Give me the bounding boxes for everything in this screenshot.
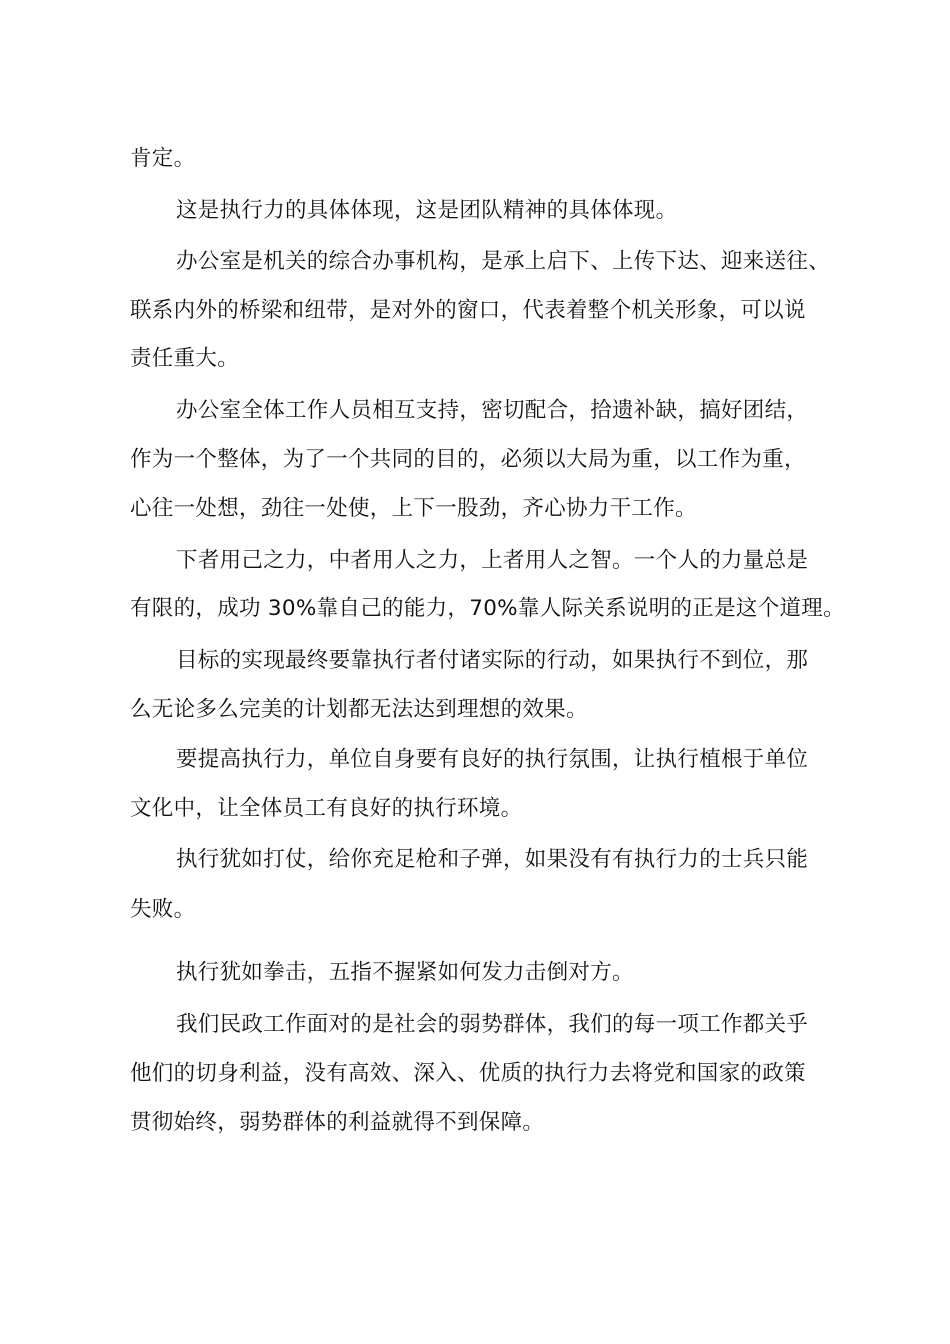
text-line: 贯彻始终，弱势群体的利益就得不到保障。 <box>130 1110 545 1135</box>
text-line: 下者用己之力，中者用人之力，上者用人之智。一个人的力量总是 <box>176 548 809 573</box>
text-line: 有限的，成功 30%靠自己的能力，70%靠人际关系说明的正是这个道理。 <box>130 596 845 621</box>
text-line: 要提高执行力，单位自身要有良好的执行氛围，让执行植根于单位 <box>176 747 809 772</box>
text-line: 文化中，让全体员工有良好的执行环境。 <box>130 796 523 821</box>
text-line: 么无论多么完美的计划都无法达到理想的效果。 <box>130 697 588 722</box>
text-line: 联系内外的桥梁和纽带，是对外的窗口，代表着整个机关形象，可以说 <box>130 298 806 323</box>
text-line: 责任重大。 <box>130 346 240 371</box>
text-line: 他们的切身利益，没有高效、深入、优质的执行力去将党和国家的政策 <box>130 1061 806 1086</box>
text-line: 肯定。 <box>130 146 196 171</box>
text-line: 作为一个整体，为了一个共同的目的，必须以大局为重，以工作为重， <box>130 447 806 472</box>
text-line: 目标的实现最终要靠执行者付诸实际的行动，如果执行不到位，那 <box>176 648 809 673</box>
text-line: 我们民政工作面对的是社会的弱势群体，我们的每一项工作都关乎 <box>176 1012 809 1037</box>
text-line: 心往一处想，劲往一处使，上下一股劲，齐心协力干工作。 <box>130 496 697 521</box>
text-line: 办公室全体工作人员相互支持，密切配合，拾遗补缺，搞好团结， <box>176 398 809 423</box>
text-line: 办公室是机关的综合办事机构，是承上启下、上传下达、迎来送往、 <box>176 249 831 274</box>
text-line: 这是执行力的具体体现，这是团队精神的具体体现。 <box>176 198 678 223</box>
text-line: 执行犹如拳击，五指不握紧如何发力击倒对方。 <box>176 960 634 985</box>
text-line: 失败。 <box>130 897 196 922</box>
text-line: 执行犹如打仗，给你充足枪和子弹，如果没有有执行力的士兵只能 <box>176 847 809 872</box>
